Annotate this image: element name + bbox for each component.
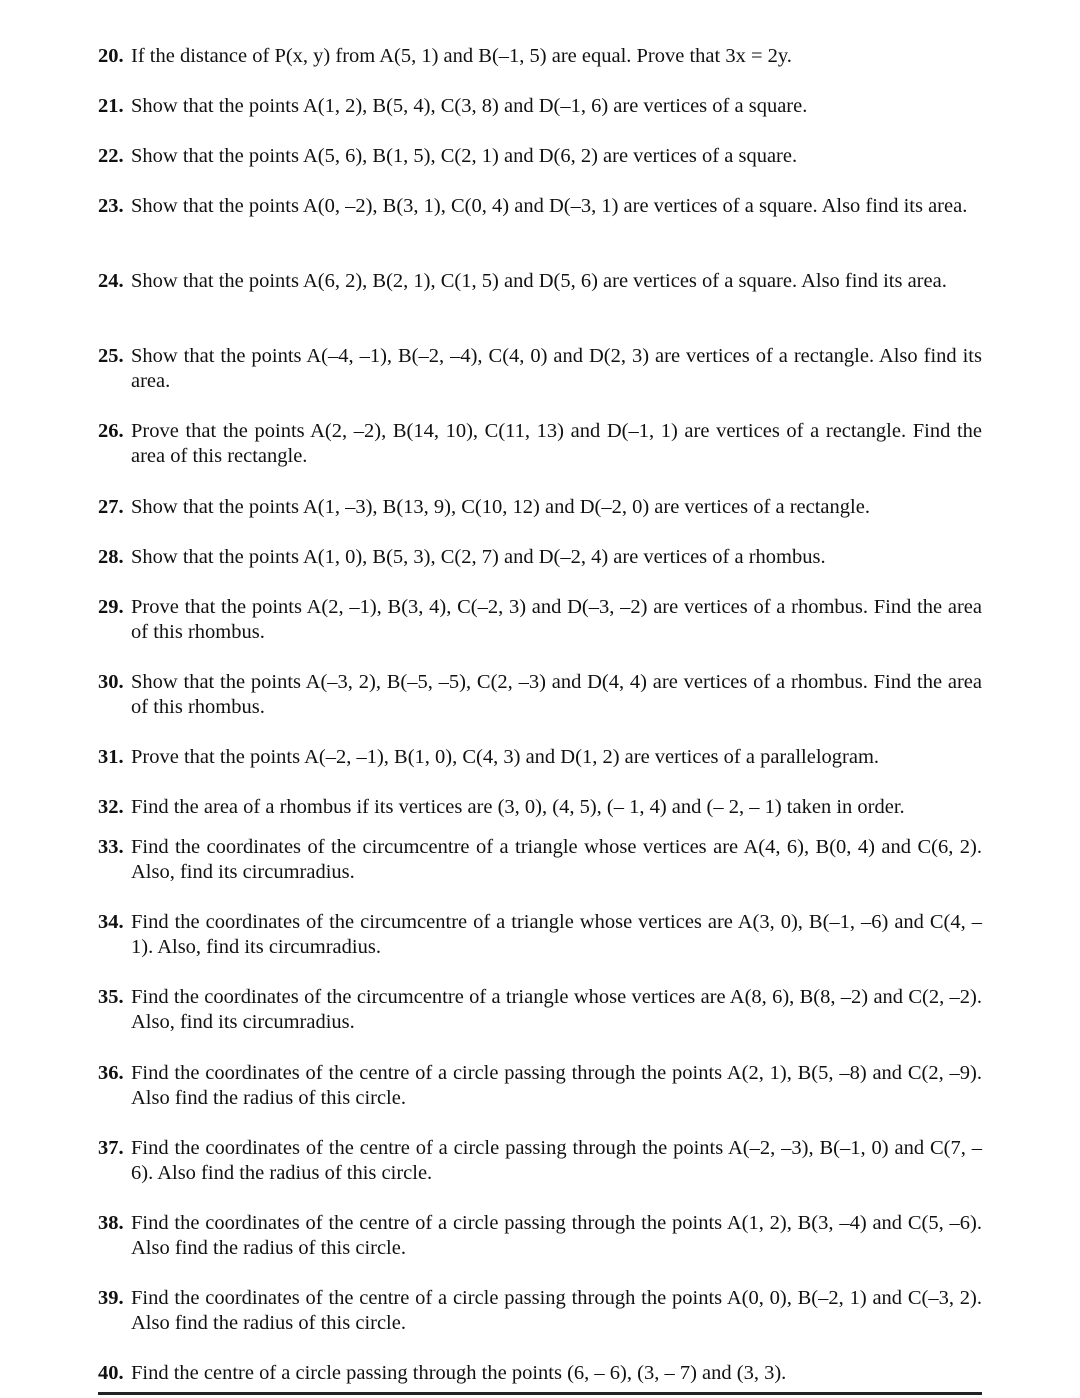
question-number: 25. <box>98 345 124 367</box>
question-text: Find the coordinates of the centre of a circle passing through the points A(0, 0), B(–2, 1) and C(–3, 2). Also find the radius of this circle. <box>131 1287 982 1334</box>
question-text: Find the coordinates of the centre of a circle passing through the points A(–2, –3), B(–1, 0) and C(7, –6). Also find the radius of this circle. <box>131 1137 982 1184</box>
question-text: If the distance of P(x, y) from A(5, 1) and B(–1, 5) are equal. Prove that 3x = 2y. <box>131 45 792 67</box>
question-26 <box>98 419 982 469</box>
question-text: Show that the points A(1, –3), B(13, 9), C(10, 12) and D(–2, 0) are vertices of a rectangle. <box>131 496 870 518</box>
question-number: 29. <box>98 596 124 618</box>
question-text: Find the centre of a circle passing through the points (6, – 6), (3, – 7) and (3, 3). <box>131 1362 787 1384</box>
question-21 <box>98 94 982 119</box>
question-number: 33. <box>98 836 124 858</box>
question-36 <box>98 1061 982 1111</box>
question-number: 40. <box>98 1362 124 1384</box>
question-number: 39. <box>98 1287 124 1309</box>
question-text: Prove that the points A(2, –1), B(3, 4), C(–2, 3) and D(–3, –2) are vertices of a rhombus. Find the area of this rhombus. <box>131 596 982 643</box>
question-24 <box>98 269 982 294</box>
question-number: 21. <box>98 95 124 117</box>
question-text: Show that the points A(0, –2), B(3, 1), C(0, 4) and D(–3, 1) are vertices of a square. Also find its area. <box>131 195 968 217</box>
question-38 <box>98 1211 982 1261</box>
question-number: 20. <box>98 45 124 67</box>
question-number: 35. <box>98 986 124 1008</box>
question-text: Find the coordinates of the circumcentre of a triangle whose vertices are A(4, 6), B(0, 4) and C(6, 2). Also, find its circumradius. <box>131 836 982 883</box>
question-number: 24. <box>98 270 124 292</box>
question-40 <box>98 1361 982 1386</box>
question-32 <box>98 795 982 820</box>
question-number: 30. <box>98 671 124 693</box>
question-text: Prove that the points A(2, –2), B(14, 10), C(11, 13) and D(–1, 1) are vertices of a rectangle. Find the area of this rectangle. <box>131 420 982 467</box>
question-23 <box>98 194 982 219</box>
question-text: Find the coordinates of the centre of a circle passing through the points A(1, 2), B(3, –4) and C(5, –6). Also find the radius of this circle. <box>131 1212 982 1259</box>
question-number: 32. <box>98 796 124 818</box>
question-number: 38. <box>98 1212 124 1234</box>
question-37 <box>98 1136 982 1186</box>
question-text: Show that the points A(–3, 2), B(–5, –5), C(2, –3) and D(4, 4) are vertices of a rhombus. Find the area of this rhombus. <box>131 671 982 718</box>
question-number: 22. <box>98 145 124 167</box>
question-number: 36. <box>98 1062 124 1084</box>
question-text: Show that the points A(1, 0), B(5, 3), C(2, 7) and D(–2, 4) are vertices of a rhombus. <box>131 546 826 568</box>
question-number: 31. <box>98 746 124 768</box>
question-34 <box>98 910 982 960</box>
question-text: Find the coordinates of the circumcentre of a triangle whose vertices are A(3, 0), B(–1, –6) and C(4, –1). Also, find its circumradius. <box>131 911 982 958</box>
question-31 <box>98 745 982 770</box>
bottom-rule <box>98 1392 982 1395</box>
question-text: Find the area of a rhombus if its vertices are (3, 0), (4, 5), (– 1, 4) and (– 2, – 1) taken in order. <box>131 796 905 818</box>
question-text: Show that the points A(1, 2), B(5, 4), C(3, 8) and D(–1, 6) are vertices of a square. <box>131 95 808 117</box>
question-20 <box>98 44 982 69</box>
question-33 <box>98 835 982 885</box>
question-39 <box>98 1286 982 1336</box>
question-35 <box>98 985 982 1035</box>
question-number: 26. <box>98 420 124 442</box>
question-text: Show that the points A(5, 6), B(1, 5), C(2, 1) and D(6, 2) are vertices of a square. <box>131 145 798 167</box>
question-text: Find the coordinates of the circumcentre of a triangle whose vertices are A(8, 6), B(8, –2) and C(2, –2). Also, find its circumradius. <box>131 986 982 1033</box>
question-number: 37. <box>98 1137 124 1159</box>
question-27 <box>98 495 982 520</box>
question-number: 23. <box>98 195 124 217</box>
question-text: Prove that the points A(–2, –1), B(1, 0), C(4, 3) and D(1, 2) are vertices of a parallelogram. <box>131 746 880 768</box>
question-22 <box>98 144 982 169</box>
question-29 <box>98 595 982 645</box>
question-number: 34. <box>98 911 124 933</box>
question-text: Show that the points A(6, 2), B(2, 1), C(1, 5) and D(5, 6) are vertices of a square. Also find its area. <box>131 270 947 292</box>
question-28 <box>98 545 982 570</box>
question-text: Show that the points A(–4, –1), B(–2, –4), C(4, 0) and D(2, 3) are vertices of a rectangle. Also find its area. <box>131 345 982 392</box>
question-30 <box>98 670 982 720</box>
question-number: 27. <box>98 496 124 518</box>
question-25 <box>98 344 982 394</box>
question-number: 28. <box>98 546 124 568</box>
question-text: Find the coordinates of the centre of a circle passing through the points A(2, 1), B(5, –8) and C(2, –9). Also find the radius of this circle. <box>131 1062 982 1109</box>
